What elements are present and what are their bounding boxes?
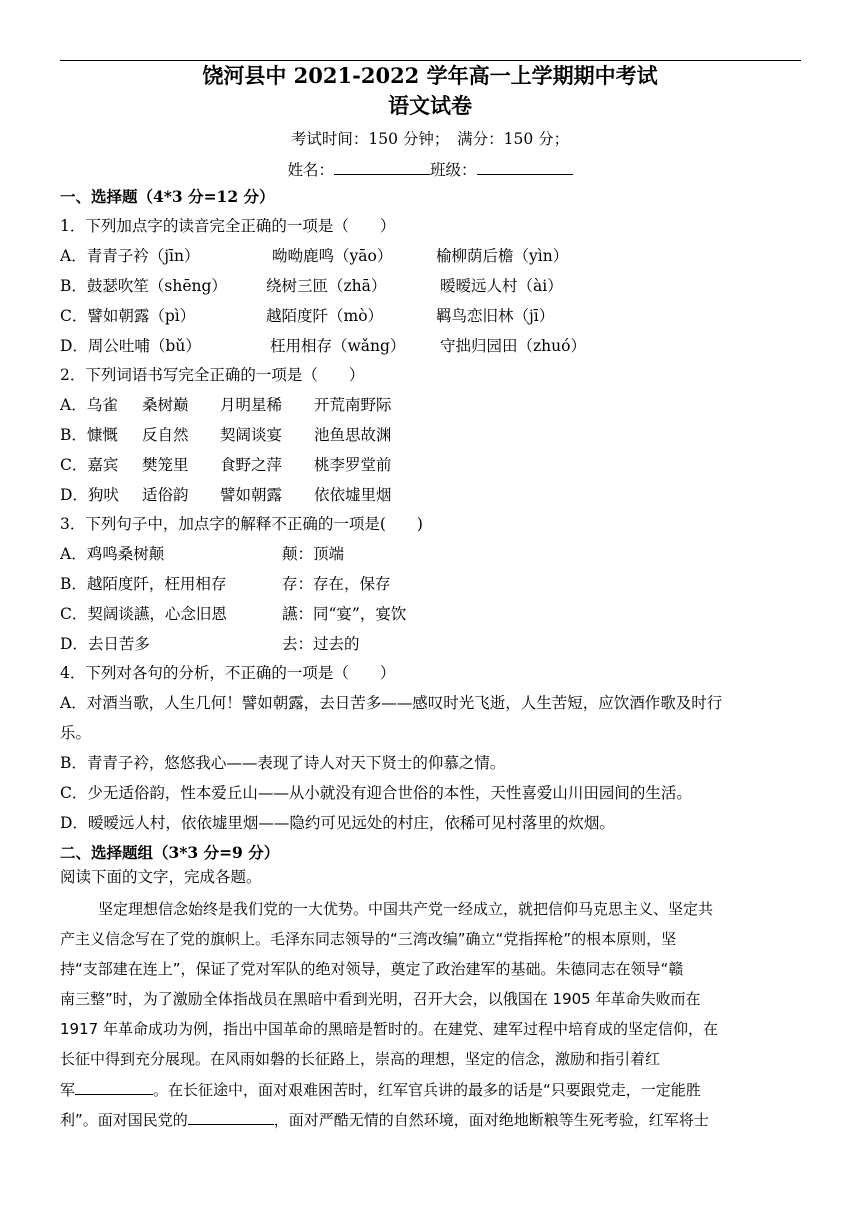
passage-line-8 bbox=[60, 1108, 709, 1131]
q2-option-b-2: 反自然 bbox=[142, 426, 189, 444]
q1-option-b-2: 绕树三匝（zhā） bbox=[266, 277, 387, 295]
exam-title: 饶河县中 2021-2022 学年高一上学期期中考试 bbox=[202, 63, 658, 88]
q2-option-c-2: 樊笼里 bbox=[142, 456, 189, 474]
q4-stem: 4．下列对各句的分析，不正确的一项是（ ） bbox=[60, 664, 396, 682]
q2-option-c-3: 食野之萍 bbox=[220, 456, 283, 474]
q1-option-d-1: D．周公吐哺（bǔ） bbox=[60, 337, 201, 355]
passage-line-2: 产主义信念写在了党的旗帜上。毛泽东同志领导的“三湾改编”确立“党指挥枪”的根本原则，坚 bbox=[60, 930, 677, 948]
q2-option-c-1: C．嘉宾 bbox=[60, 456, 119, 474]
q1-option-b-3: 暧暧远人村（ài） bbox=[440, 277, 563, 295]
q2-stem: 2．下列词语书写完全正确的一项是（ ） bbox=[60, 366, 365, 384]
q2-option-c-4: 桃李罗堂前 bbox=[314, 456, 392, 474]
section2-instruction: 阅读下面的文字，完成各题。 bbox=[60, 868, 262, 886]
q1-option-a-2: 呦呦鹿鸣（yāo） bbox=[272, 247, 393, 265]
q3-option-b-sentence: B．越陌度阡，枉用相存 bbox=[60, 575, 227, 593]
q1-option-b-1: B．鼓瑟吹笙（shēng） bbox=[60, 277, 227, 295]
q2-option-d-3: 譬如朝露 bbox=[220, 486, 283, 504]
passage-line-3: 持“支部建在连上”，保证了党对军队的绝对领导，奠定了政治建军的基础。朱德同志在领导“赣 bbox=[60, 960, 684, 978]
passage-line-4: 南三整”时，为了激励全体指战员在黑暗中看到光明，召开大会，以俄国在 1905 年革命失败而在 bbox=[60, 990, 701, 1008]
passage-line-7 bbox=[60, 1078, 701, 1101]
top-rule bbox=[60, 60, 801, 61]
q1-option-a-3: 榆柳荫后檐（yìn） bbox=[436, 247, 569, 265]
q3-option-a-sentence: A．鸡鸣桑树颠 bbox=[60, 545, 165, 563]
q2-option-a-4: 开荒南野际 bbox=[314, 396, 392, 414]
q2-option-a-1: A．乌雀 bbox=[60, 396, 118, 414]
q3-option-c-sentence: C．契阔谈讌，心念旧恩 bbox=[60, 605, 227, 623]
passage-blank-2[interactable] bbox=[188, 1108, 274, 1125]
q4-option-a-cont: 乐。 bbox=[60, 724, 92, 742]
q2-option-b-4: 池鱼思故渊 bbox=[314, 426, 392, 444]
q4-option-c: C．少无适俗韵，性本爱丘山——从小就没有迎合世俗的本性，天性喜爱山川田园间的生活。 bbox=[60, 784, 692, 802]
passage-line-7-end: 。在长征途中，面对艰难困苦时，红军官兵讲的最多的话是“只要跟党走，一定能胜 bbox=[153, 1081, 701, 1099]
passage-line-7-start: 军 bbox=[60, 1081, 76, 1099]
q4-option-d: D．暧暧远人村，依依墟里烟——隐约可见远处的村庄，依稀可见村落里的炊烟。 bbox=[60, 814, 615, 832]
class-label: 班级： bbox=[430, 161, 477, 179]
passage-line-6: 长征中得到充分展现。在风雨如磐的长征路上，崇高的理想，坚定的信念，激励和指引着红 bbox=[60, 1050, 661, 1068]
passage-line-5: 1917 年革命成功为例，指出中国革命的黑暗是暂时的。在建党、建军过程中培育成的坚定信仰，在 bbox=[60, 1020, 718, 1038]
q1-option-a-1: A．青青子衿（jīn） bbox=[60, 247, 200, 265]
q3-option-d-explanation: 去：过去的 bbox=[282, 635, 360, 653]
q4-option-b: B．青青子衿，悠悠我心——表现了诗人对天下贤士的仰慕之情。 bbox=[60, 754, 506, 772]
q3-option-c-explanation: 讌：同“宴”，宴饮 bbox=[282, 605, 407, 623]
q2-option-b-1: B．慷慨 bbox=[60, 426, 118, 444]
q2-option-d-2: 适俗韵 bbox=[142, 486, 189, 504]
q1-option-c-2: 越陌度阡（mò） bbox=[266, 307, 384, 325]
student-info-line bbox=[0, 158, 860, 181]
q2-option-d-4: 依依墟里烟 bbox=[314, 486, 392, 504]
q2-option-b-3: 契阔谈宴 bbox=[220, 426, 283, 444]
q3-option-b-explanation: 存：存在，保存 bbox=[282, 575, 391, 593]
passage-line-8-start: 利”。面对国民党的 bbox=[60, 1111, 188, 1129]
passage-blank-1[interactable] bbox=[75, 1078, 153, 1095]
q3-option-a-explanation: 颠：顶端 bbox=[282, 545, 345, 563]
passage-line-1: 坚定理想信念始终是我们党的一大优势。中国共产党一经成立，就把信仰马克思主义、坚定共 bbox=[98, 900, 714, 918]
q1-option-c-3: 羁鸟恋旧林（jī） bbox=[436, 307, 555, 325]
q1-option-d-2: 枉用相存（wǎng） bbox=[270, 337, 406, 355]
section2-heading: 二、选择题组（3*3 分=9 分） bbox=[60, 843, 280, 862]
q3-stem: 3．下列句子中，加点字的解释不正确的一项是( ) bbox=[60, 515, 423, 533]
q1-option-d-3: 守拙归园田（zhuó） bbox=[440, 337, 586, 355]
q1-stem: 1．下列加点字的读音完全正确的一项是（ ） bbox=[60, 217, 396, 235]
class-field[interactable] bbox=[477, 158, 573, 175]
q2-option-d-1: D．狗吠 bbox=[60, 486, 119, 504]
exam-info: 考试时间：150 分钟； 满分：150 分； bbox=[290, 130, 570, 148]
q2-option-a-2: 桑树巅 bbox=[142, 396, 189, 414]
name-field[interactable] bbox=[334, 158, 430, 175]
name-label: 姓名： bbox=[287, 161, 334, 179]
q1-option-c-1: C．譬如朝露（pì） bbox=[60, 307, 196, 325]
passage-line-8-end: ，面对严酷无情的自然环境，面对绝地断粮等生死考验，红军将士 bbox=[273, 1111, 709, 1129]
q3-option-d-sentence: D．去日苦多 bbox=[60, 635, 150, 653]
section1-heading: 一、选择题（4*3 分=12 分） bbox=[60, 187, 275, 206]
q2-option-a-3: 月明星稀 bbox=[220, 396, 283, 414]
q4-option-a: A．对酒当歌，人生几何！譬如朝露，去日苦多——感叹时光飞逝，人生苦短，应饮酒作歌及时行 bbox=[60, 694, 723, 712]
exam-subtitle: 语文试卷 bbox=[388, 93, 472, 118]
